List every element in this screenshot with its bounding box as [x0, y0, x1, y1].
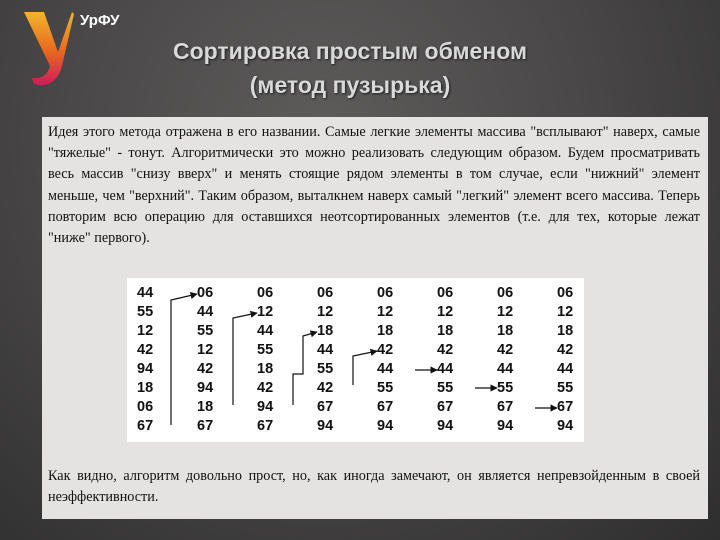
array-value: 12: [137, 323, 154, 339]
array-value: 12: [197, 342, 214, 358]
array-value: 42: [317, 380, 334, 396]
array-value: 42: [557, 342, 574, 358]
array-value: 55: [377, 380, 394, 396]
array-value: 42: [377, 342, 394, 358]
array-value: 42: [257, 380, 274, 396]
array-value: 06: [557, 285, 574, 301]
array-value: 06: [197, 285, 214, 301]
array-value: 55: [557, 380, 574, 396]
array-value: 55: [257, 342, 274, 358]
array-value: 44: [377, 361, 394, 377]
array-value: 67: [437, 399, 454, 415]
array-value: 06: [257, 285, 274, 301]
array-value: 12: [317, 304, 334, 320]
intro-paragraph: Идея этого метода отражена в его названии. Самые легкие элементы массива "всплывают" наверх, самые "тяжелые" - тонут. Алгоритмически это можно реализовать следующим образом. Будем просматривать весь массив "снизу вверх" и менять стоящие рядом элементы в том случае, если "нижний" элемент меньше, чем "верхний". Таким образом, выталкнем наверх самый "легкий" элемент всего массива. Теперь повторим всю операцию для оставшихся неотсортированных элементов (т.е. для тех, которые лежат "ниже" первого).: [48, 124, 700, 247]
array-value: 67: [377, 399, 394, 415]
array-value: 94: [197, 380, 214, 396]
array-value: 12: [257, 304, 274, 320]
array-value: 06: [497, 285, 514, 301]
bubble-arrow: [293, 332, 317, 405]
array-value: 12: [497, 304, 514, 320]
conclusion-paragraph: Как видно, алгоритм довольно прост, но, как иногда замечают, он является непревзойденным в своей неэффективности.: [48, 468, 700, 506]
array-value: 55: [317, 361, 334, 377]
array-value: 94: [377, 418, 394, 434]
array-value: 12: [557, 304, 574, 320]
array-value: 18: [377, 323, 394, 339]
array-value: 06: [317, 285, 334, 301]
array-value: 42: [497, 342, 514, 358]
array-value: 55: [497, 380, 514, 396]
array-value: 67: [197, 418, 214, 434]
bubble-arrow: [353, 351, 377, 385]
bubble-arrow: [233, 313, 257, 405]
array-value: 94: [557, 418, 574, 434]
array-value: 18: [557, 323, 574, 339]
title-line-1: Сортировка простым обменом: [173, 38, 527, 64]
array-value: 94: [137, 361, 154, 377]
array-value: 44: [317, 342, 334, 358]
brand-name: УрФУ: [80, 12, 120, 29]
array-value: 94: [497, 418, 514, 434]
bubble-arrow: [171, 294, 197, 425]
array-value: 44: [437, 361, 454, 377]
array-value: 42: [437, 342, 454, 358]
array-value: 12: [437, 304, 454, 320]
array-value: 67: [557, 399, 574, 415]
page-title: [120, 34, 580, 102]
array-value: 94: [257, 399, 274, 415]
array-value: 12: [377, 304, 394, 320]
bubble-sort-diagram: [127, 278, 584, 442]
array-value: 67: [257, 418, 274, 434]
array-value: 06: [377, 285, 394, 301]
array-value: 06: [437, 285, 454, 301]
array-value: 55: [137, 304, 154, 320]
title-line-2: (метод пузырька): [249, 72, 451, 98]
array-value: 18: [197, 399, 214, 415]
content-panel: [42, 117, 708, 519]
array-value: 18: [257, 361, 274, 377]
array-value: 18: [317, 323, 334, 339]
array-value: 94: [437, 418, 454, 434]
array-value: 55: [437, 380, 454, 396]
array-value: 67: [317, 399, 334, 415]
array-value: 18: [437, 323, 454, 339]
array-value: 67: [497, 399, 514, 415]
urfu-logo-icon: [18, 8, 76, 90]
array-value: 55: [197, 323, 214, 339]
array-value: 44: [497, 361, 514, 377]
array-value: 44: [257, 323, 274, 339]
array-value: 67: [137, 418, 154, 434]
array-value: 18: [497, 323, 514, 339]
array-value: 94: [317, 418, 334, 434]
array-value: 18: [137, 380, 154, 396]
array-value: 44: [197, 304, 214, 320]
array-value: 42: [197, 361, 214, 377]
array-value: 44: [557, 361, 574, 377]
array-value: 06: [137, 399, 154, 415]
array-value: 44: [137, 285, 154, 301]
array-value: 42: [137, 342, 154, 358]
